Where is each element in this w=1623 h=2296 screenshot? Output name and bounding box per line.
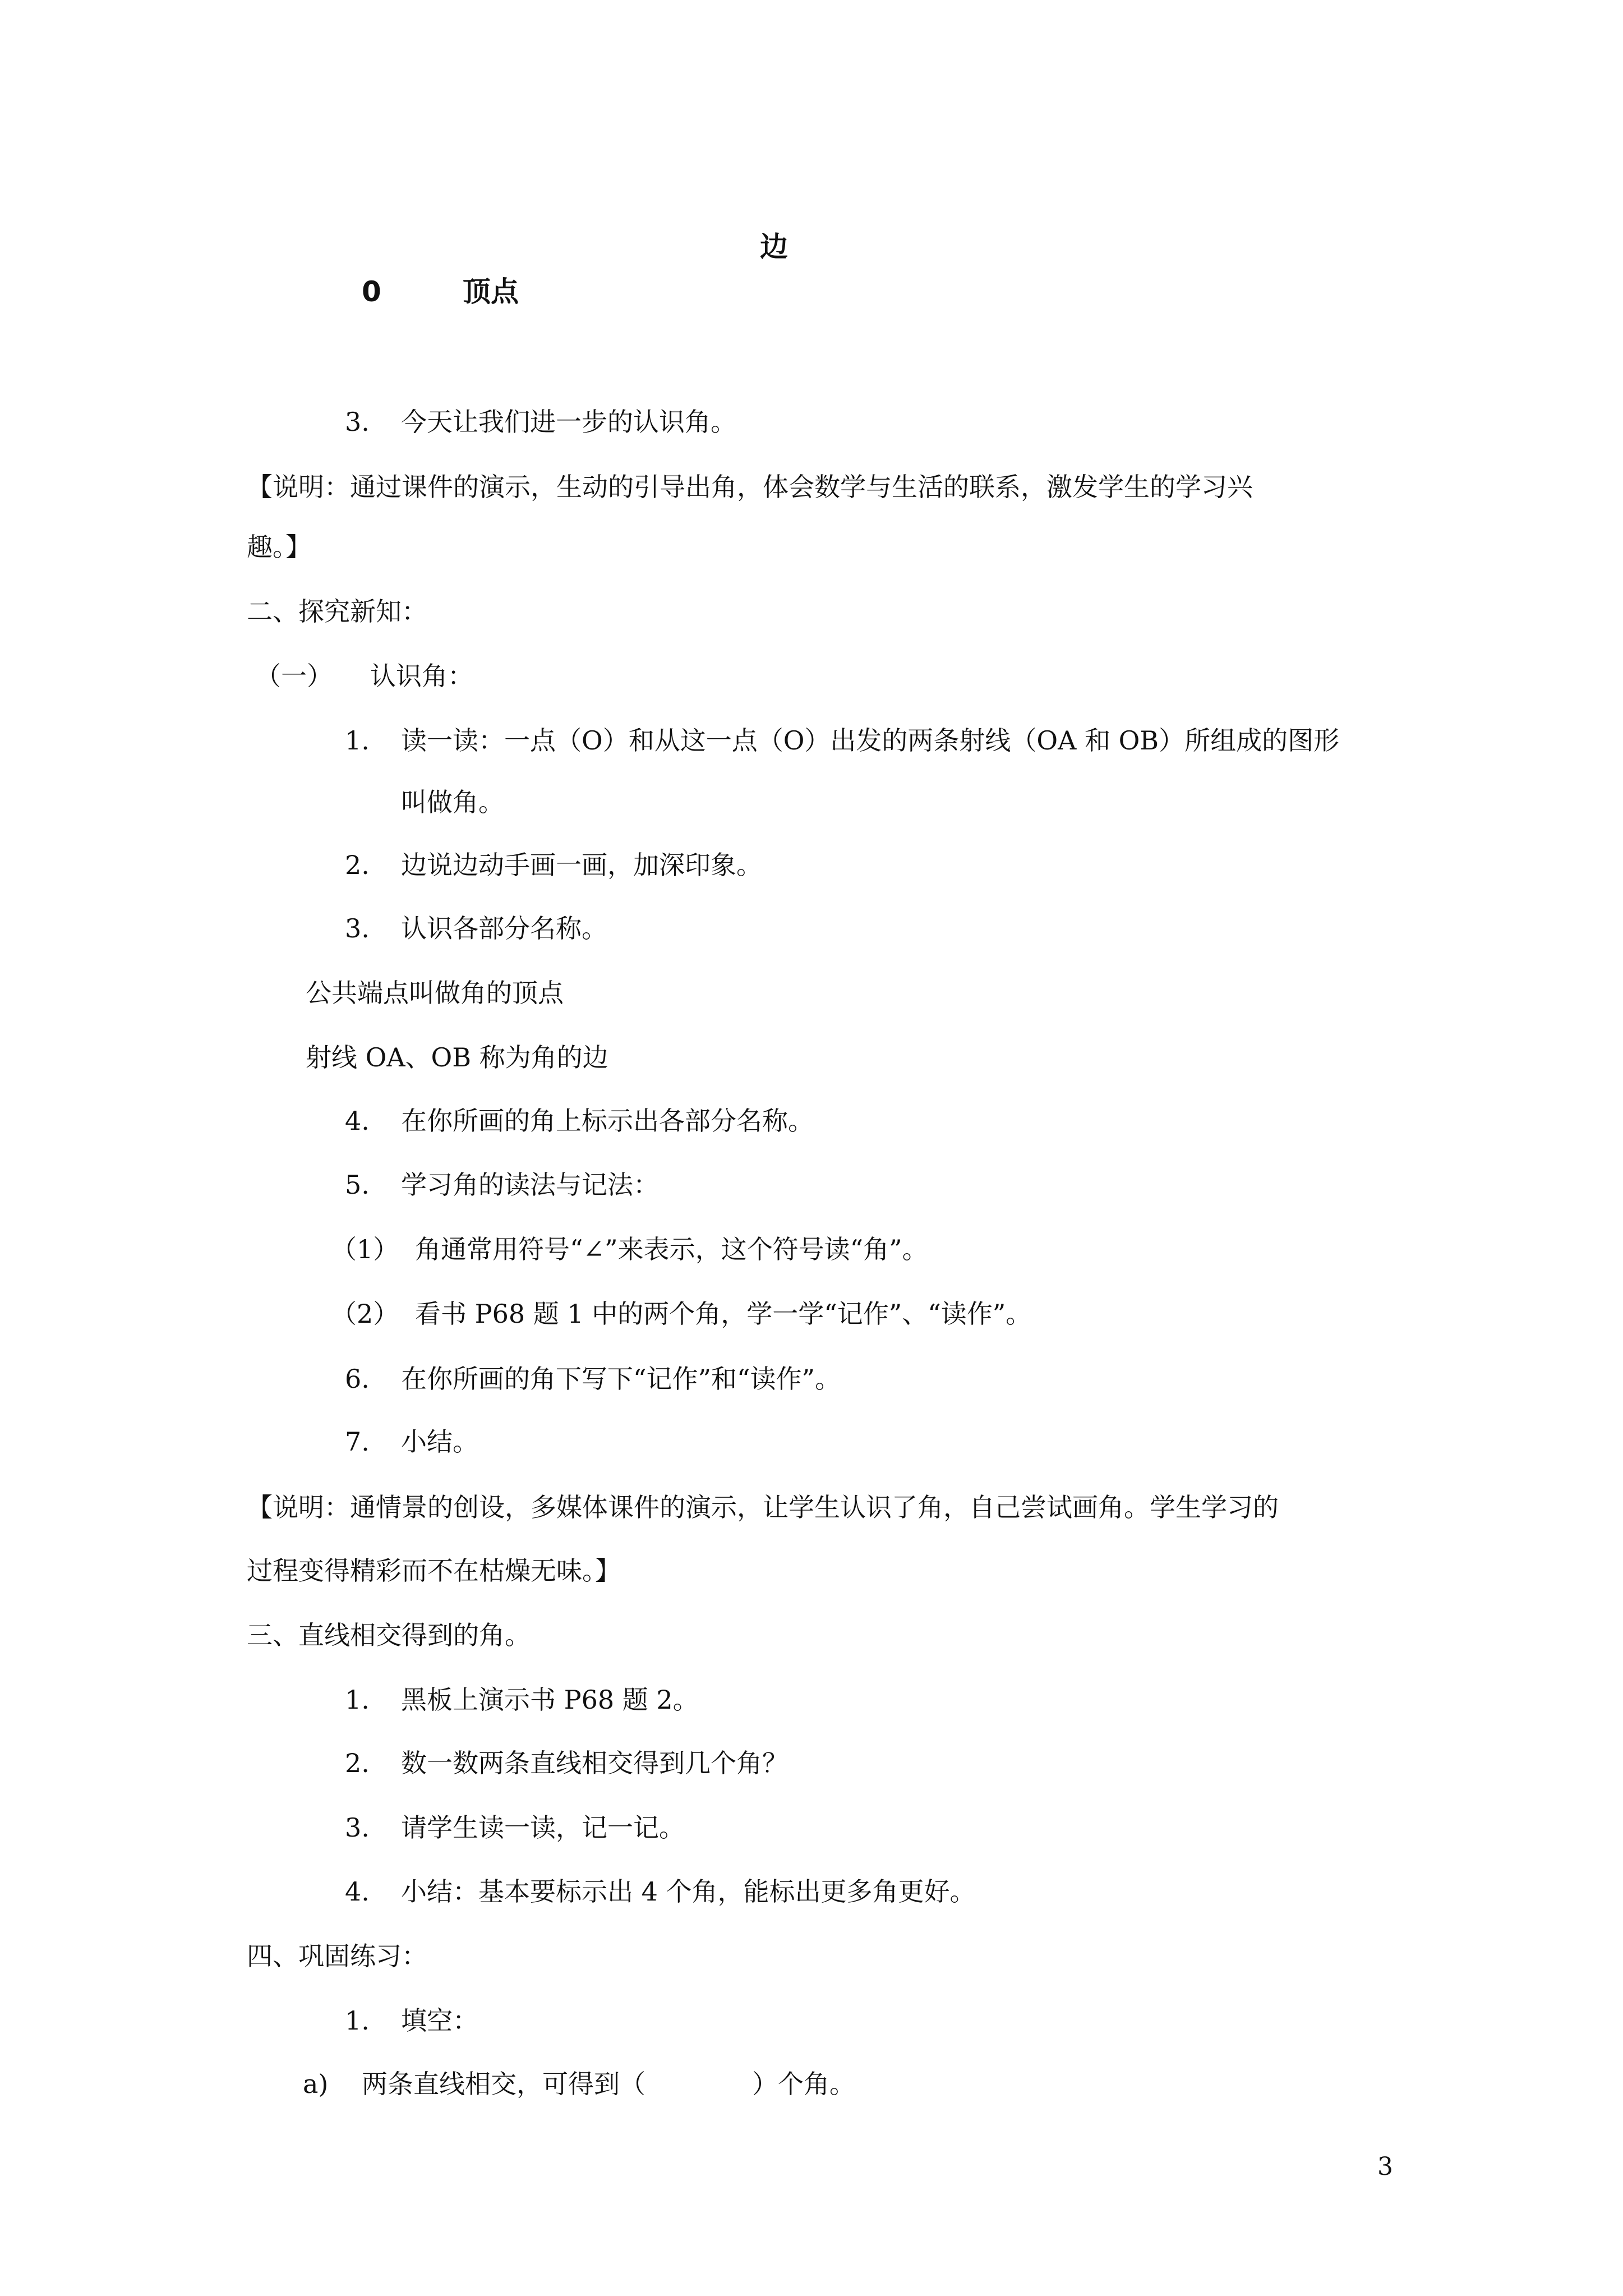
list-item — [345, 1875, 976, 1908]
section-3-heading: 三、直线相交得到的角。 — [247, 1620, 531, 1650]
item-number: 1. — [345, 725, 370, 756]
page-number: 3 — [1377, 2152, 1393, 2181]
list-item — [345, 1811, 685, 1844]
list-item — [345, 1362, 841, 1396]
section-4-heading: 四、巩固练习： — [247, 1941, 427, 1971]
sub-item-mark: （2） — [331, 1299, 399, 1329]
question-text-before: 两条直线相交，可得到（ — [362, 2069, 645, 2099]
sub-item — [331, 1297, 1031, 1331]
item-number: 5. — [345, 1170, 370, 1200]
item-number: 1. — [345, 2005, 370, 2036]
item-text: 小结：基本要标示出 4 个角，能标出更多角更好。 — [401, 1876, 976, 1907]
item-text: 学习角的读法与记法： — [401, 1170, 659, 1200]
definition-edge: 射线 OA、OB 称为角的边 — [306, 1042, 608, 1073]
item-text: 在你所画的角下写下“记作”和“读作”。 — [401, 1364, 841, 1394]
item-number: 1. — [345, 1685, 370, 1715]
list-item — [345, 2004, 478, 2037]
sub-item-text: 看书 P68 题 1 中的两个角，学一学“记作”、“读作”。 — [415, 1299, 1032, 1329]
list-item — [345, 1104, 814, 1138]
item-number: 2. — [345, 850, 370, 880]
item-mark: a) — [303, 2069, 329, 2099]
note-1-line-2: 趣。】 — [247, 532, 311, 562]
question-text-after: ）个角。 — [752, 2069, 855, 2099]
item-text: 在你所画的角上标示出各部分名称。 — [401, 1106, 814, 1136]
item-text: 填空： — [401, 2005, 478, 2036]
vertex-label: 顶点 — [463, 275, 519, 308]
item-number: 4. — [345, 1876, 370, 1907]
list-item — [345, 1746, 788, 1780]
item-number: 2. — [345, 1748, 370, 1778]
item-number: 3. — [345, 913, 370, 944]
item-text: 数一数两条直线相交得到几个角？ — [401, 1748, 788, 1778]
list-item — [345, 1168, 659, 1202]
sub-item — [331, 1232, 928, 1266]
note-1-line-1: 【说明：通过课件的演示，生动的引导出角，体会数学与生活的联系，激发学生的学习兴 — [247, 472, 1253, 502]
list-item — [345, 1683, 699, 1717]
subsection-heading — [255, 659, 473, 693]
list-item — [345, 1425, 478, 1458]
item-number: 3. — [345, 1812, 370, 1843]
list-item-continuation: 叫做角。 — [401, 787, 504, 817]
item-number: 6. — [345, 1364, 370, 1394]
subsection-mark: （一） — [255, 661, 333, 691]
intro-item-3 — [345, 405, 736, 439]
item-text: 今天让我们进一步的认识角。 — [401, 407, 736, 437]
sub-item-mark: （1） — [331, 1234, 399, 1264]
vertex-point-label: 0 — [362, 275, 381, 308]
sub-item-text: 角通常用符号“∠”来表示，这个符号读“角”。 — [415, 1234, 928, 1264]
definition-vertex: 公共端点叫做角的顶点 — [306, 978, 564, 1008]
item-number: 3. — [345, 407, 370, 437]
item-text: 请学生读一读，记一记。 — [401, 1812, 685, 1843]
item-number: 7. — [345, 1427, 370, 1457]
section-2-heading: 二、探究新知： — [247, 596, 427, 627]
item-number: 4. — [345, 1106, 370, 1136]
item-text: 黑板上演示书 P68 题 2。 — [401, 1685, 699, 1715]
item-text: 认识各部分名称。 — [401, 913, 607, 944]
fill-blank-item — [303, 2067, 855, 2101]
item-text: 小结。 — [401, 1427, 478, 1457]
list-item — [345, 724, 1339, 757]
list-item — [345, 912, 607, 945]
item-text: 读一读：一点（O）和从这一点（O）出发的两条射线（OA 和 OB）所组成的图形 — [401, 725, 1340, 756]
note-2-line-1: 【说明：通情景的创设，多媒体课件的演示，让学生认识了角，自己尝试画角。学生学习的 — [247, 1492, 1279, 1522]
edge-label: 边 — [760, 231, 788, 263]
note-2-line-2: 过程变得精彩而不在枯燥无味。】 — [247, 1556, 621, 1586]
list-item — [345, 848, 762, 882]
subsection-text: 认识角： — [370, 661, 473, 691]
item-text: 边说边动手画一画，加深印象。 — [401, 850, 762, 880]
